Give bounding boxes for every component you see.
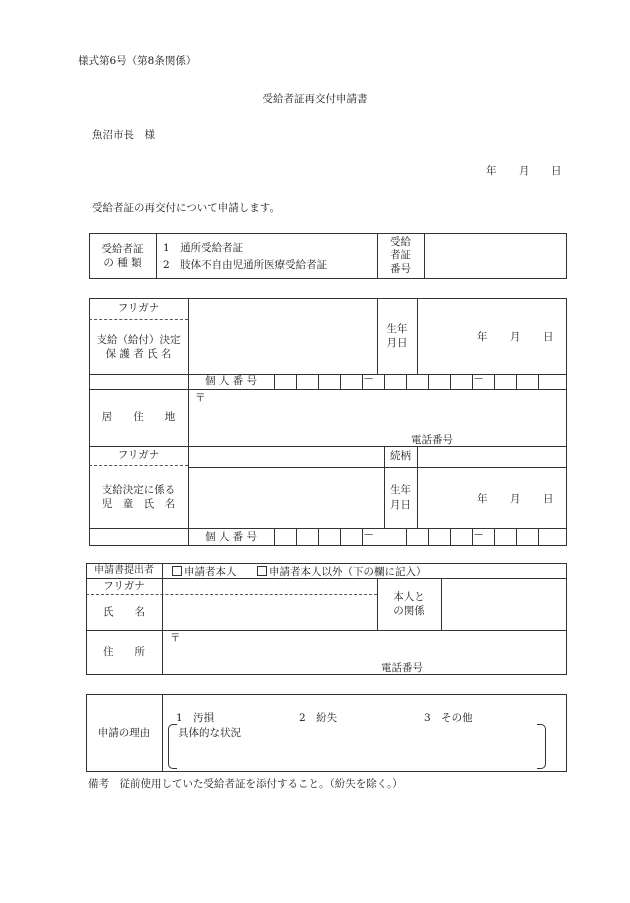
submitter-self-option[interactable]: 申請者本人 (172, 564, 237, 579)
form-number: 様式第6号（第8条関係） (78, 55, 197, 67)
note-text: 備考 従前使用していた受給者証を添付すること。（紛失を除く。） (88, 778, 403, 790)
child-relation-label: 続柄 (390, 450, 411, 463)
submitter-relation-label: 本人と の関係 (393, 590, 425, 617)
number-separator: — (364, 374, 373, 384)
reason-detail-label: 具体的な状況 (178, 727, 241, 739)
guardian-name-label: 支給（給付）決定 保 護 者 氏 名 (96, 333, 181, 360)
child-relation-field[interactable] (418, 447, 566, 466)
certificate-option-2[interactable]: 2 肢体不自由児通所医療受給者証 (163, 259, 328, 271)
child-furigana-field[interactable] (189, 447, 383, 466)
child-name-field[interactable] (189, 468, 383, 527)
date-year: 年 (486, 165, 497, 177)
submitter-relation-field[interactable] (442, 579, 566, 629)
submitter-postal-mark: 〒 (170, 632, 181, 644)
number-separator: — (364, 530, 373, 540)
certificate-kind-label: 受給者証 の 種 類 (101, 242, 144, 269)
guardian-postal-mark: 〒 (195, 392, 206, 404)
submitter-other-option[interactable]: 申請者本人以外（下の欄に記入） (257, 564, 427, 579)
guardian-phone-label: 電話番号 (411, 434, 453, 446)
number-separator: — (474, 374, 483, 384)
date-day: 日 (551, 165, 562, 177)
guardian-personal-number-label: 個 人 番 号 (204, 375, 257, 388)
guardian-furigana-field[interactable] (189, 299, 376, 319)
guardian-address-label: 居 住 地 (101, 411, 176, 424)
guardian-furigana-label: フリガナ (117, 302, 160, 315)
checkbox-icon[interactable] (172, 566, 182, 576)
submitter-header-label: 申請書提出者 (94, 564, 154, 576)
reason-detail-field[interactable] (180, 740, 534, 766)
submitter-furigana-label: フリガナ (103, 579, 145, 592)
reason-option-lost[interactable]: 2 紛失 (299, 712, 338, 724)
child-birth-label: 生年 月日 (390, 484, 411, 511)
certificate-option-1[interactable]: 1 通所受給者証 (163, 242, 244, 254)
child-personal-number-label: 個 人 番 号 (204, 530, 257, 543)
reason-option-soiled[interactable]: 1 汚損 (176, 712, 215, 724)
guardian-address-field[interactable] (208, 392, 558, 422)
date-month: 月 (519, 165, 530, 177)
submitter-phone-label: 電話番号 (381, 662, 423, 674)
guardian-birth-year[interactable]: 年 (477, 331, 488, 343)
submitter-address-field[interactable] (183, 633, 558, 657)
submitter-furigana-field[interactable] (163, 579, 376, 594)
child-furigana-label: フリガナ (117, 449, 160, 462)
child-birth-day[interactable]: 日 (543, 493, 554, 505)
reason-option-other[interactable]: 3 その他 (424, 712, 473, 724)
form-title: 受給者証再交付申請書 (262, 93, 368, 105)
guardian-birth-day[interactable]: 日 (543, 331, 554, 343)
left-bracket-icon (168, 724, 177, 769)
submitter-name-label: 氏 名 (103, 606, 145, 619)
checkbox-icon[interactable] (257, 566, 267, 576)
guardian-birth-month[interactable]: 月 (510, 331, 521, 343)
submitter-name-field[interactable] (163, 596, 376, 629)
guardian-name-field[interactable] (189, 320, 376, 373)
child-birth-year[interactable]: 年 (477, 493, 488, 505)
guardian-birth-label: 生年 月日 (386, 322, 408, 349)
intro-text: 受給者証の再交付について申請します。 (92, 202, 280, 214)
child-birth-month[interactable]: 月 (510, 493, 521, 505)
certificate-number-label: 受給 者証 番号 (390, 235, 411, 275)
reason-label: 申請の理由 (97, 726, 151, 739)
number-separator: — (474, 530, 483, 540)
right-bracket-icon (537, 724, 546, 769)
certificate-number-field[interactable] (425, 234, 566, 278)
submitter-address-label: 住 所 (103, 646, 145, 659)
child-name-label: 支給決定に係る 児 童 氏 名 (101, 483, 176, 510)
addressee: 魚沼市長 様 (92, 129, 155, 141)
